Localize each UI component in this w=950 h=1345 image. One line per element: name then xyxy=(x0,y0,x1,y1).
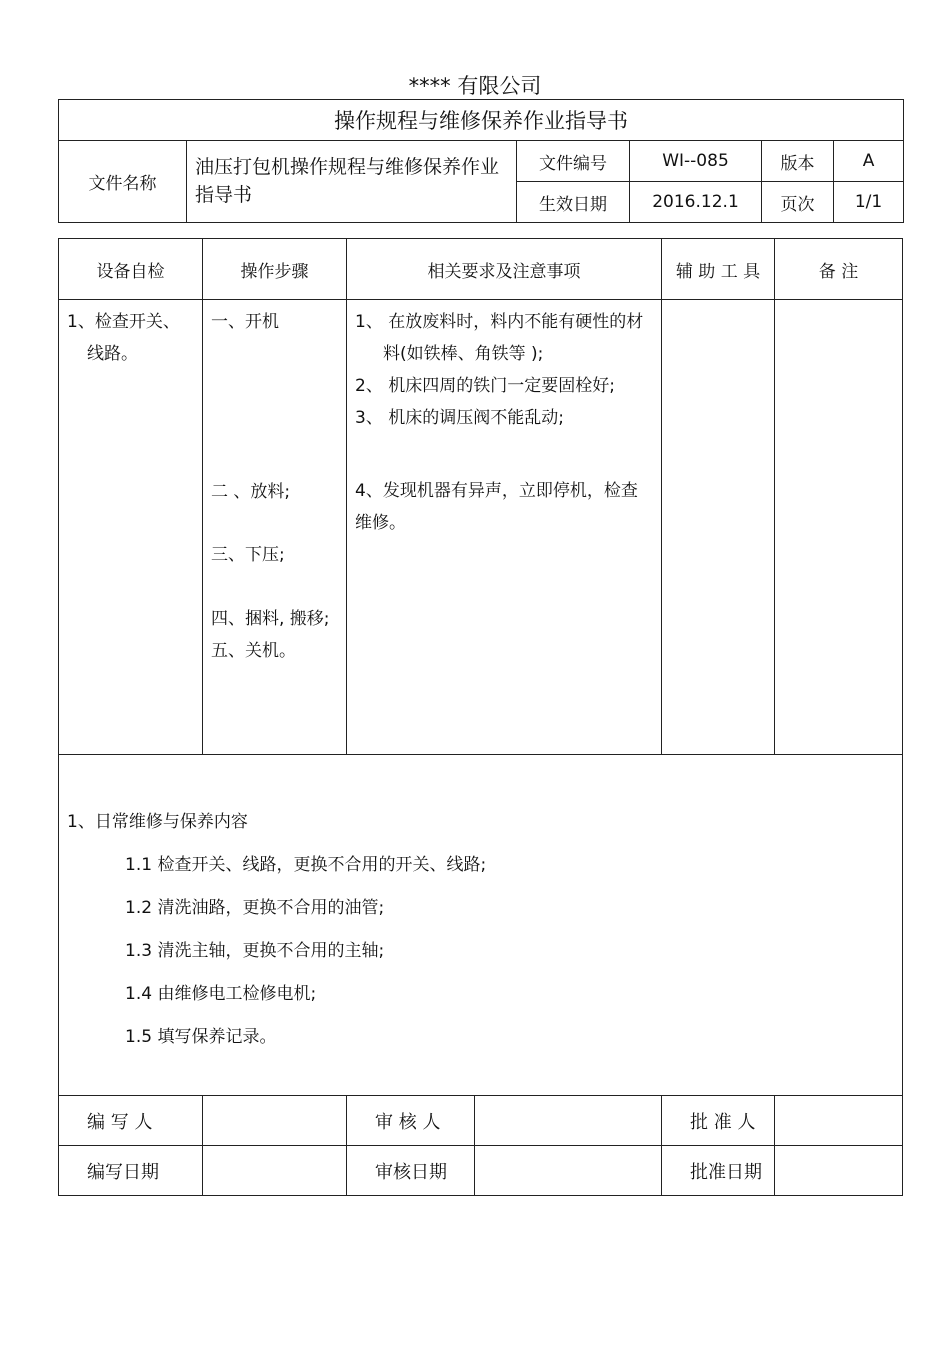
header-table xyxy=(58,99,904,223)
file-no-label: 文件编号 xyxy=(517,141,630,182)
requirements-cell xyxy=(347,300,662,755)
maintenance-item: 1.1 检查开关、线路，更换不合用的开关、线路; xyxy=(125,855,487,875)
col-requirements: 相关要求及注意事项 xyxy=(347,239,662,300)
effective-date-value: 2016.12.1 xyxy=(630,182,762,223)
writer-field xyxy=(203,1096,347,1146)
document-title: 操作规程与维修保养作业指导书 xyxy=(59,100,904,141)
write-date-field xyxy=(203,1146,347,1196)
remarks-cell xyxy=(775,300,903,755)
write-date-label: 编写日期 xyxy=(59,1146,203,1196)
requirement-item: 2、 机床四周的铁门一定要固栓好; xyxy=(355,376,615,396)
col-tools: 辅 助 工 具 xyxy=(662,239,775,300)
approver-field xyxy=(775,1096,903,1146)
col-steps: 操作步骤 xyxy=(203,239,347,300)
maintenance-title: 1、日常维修与保养内容 xyxy=(67,812,248,832)
version-value: A xyxy=(834,141,904,182)
review-date-field xyxy=(475,1146,662,1196)
effective-date-label: 生效日期 xyxy=(517,182,630,223)
maintenance-section xyxy=(59,755,903,1096)
file-name-label: 文件名称 xyxy=(59,141,187,223)
step-item: 四、捆料, 搬移; xyxy=(211,609,330,629)
maintenance-item: 1.2 清洗油路，更换不合用的油管; xyxy=(125,898,385,918)
file-name-value: 油压打包机操作规程与维修保养作业指导书 xyxy=(187,141,517,223)
main-table xyxy=(58,238,903,1196)
writer-label: 编 写 人 xyxy=(59,1096,203,1146)
page-value: 1/1 xyxy=(834,182,904,223)
approve-date-field xyxy=(775,1146,903,1196)
self-check-item: 1、检查开关、线路。 xyxy=(67,312,180,364)
maintenance-item: 1.3 清洗主轴，更换不合用的主轴; xyxy=(125,941,385,961)
approver-label: 批 准 人 xyxy=(662,1096,775,1146)
version-label: 版本 xyxy=(762,141,834,182)
col-remarks: 备 注 xyxy=(775,239,903,300)
reviewer-label: 审 核 人 xyxy=(347,1096,475,1146)
maintenance-item: 1.5 填写保养记录。 xyxy=(125,1027,277,1047)
col-self-check: 设备自检 xyxy=(59,239,203,300)
requirement-item: 1、 在放废料时，料内不能有硬性的材料(如铁棒、角铁等 ); xyxy=(355,312,644,364)
tools-cell xyxy=(662,300,775,755)
step-item: 五、关机。 xyxy=(211,641,296,661)
step-item: 二 、放料; xyxy=(211,482,291,502)
step-item: 一、开机 xyxy=(211,312,279,332)
approve-date-label: 批准日期 xyxy=(662,1146,775,1196)
review-date-label: 审核日期 xyxy=(347,1146,475,1196)
requirement-item: 4、发现机器有异声，立即停机，检查维修。 xyxy=(355,481,638,533)
self-check-cell xyxy=(59,300,203,755)
file-no-value: WI--085 xyxy=(630,141,762,182)
page-label: 页次 xyxy=(762,182,834,223)
reviewer-field xyxy=(475,1096,662,1146)
steps-cell xyxy=(203,300,347,755)
step-item: 三、下压; xyxy=(211,545,285,565)
requirement-item: 3、 机床的调压阀不能乱动; xyxy=(355,408,564,428)
company-name: **** 有限公司 xyxy=(408,74,542,98)
maintenance-item: 1.4 由维修电工检修电机; xyxy=(125,984,317,1004)
